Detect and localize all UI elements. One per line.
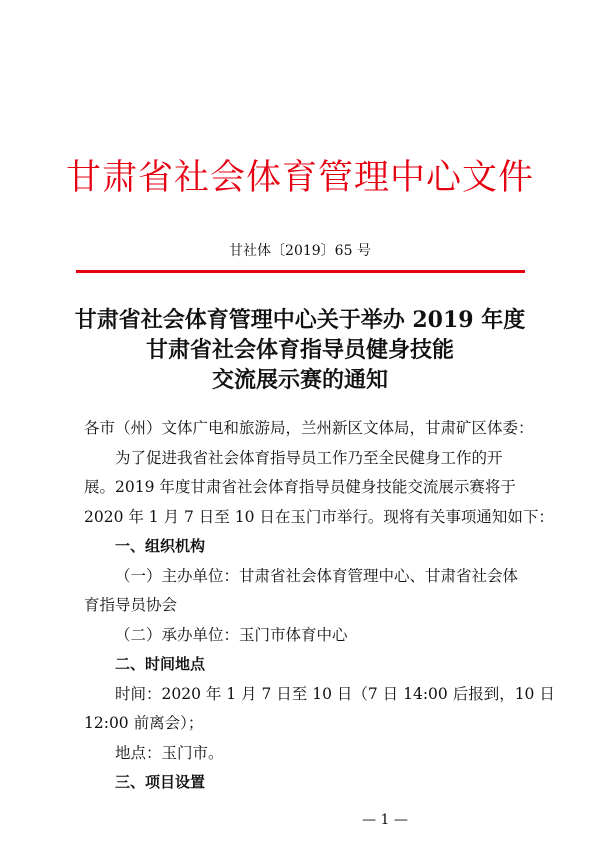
notice-body bbox=[84, 414, 555, 798]
notice-title-line-1: 甘肃省社会体育管理中心关于举办 2019 年度 bbox=[74, 307, 526, 333]
intro-line-1: 为了促进我省社会体育指导员工作乃至全民健身工作的开 bbox=[115, 448, 503, 467]
notice-title-line-3: 交流展示赛的通知 bbox=[211, 367, 388, 393]
document-header-title: 甘肃省社会体育管理中心文件 bbox=[65, 158, 534, 198]
recipients-line: 各市（州）文体广电和旅游局，兰州新区文体局，甘肃矿区体委： bbox=[84, 419, 534, 437]
red-divider-line bbox=[76, 270, 525, 273]
document-number: 甘社体〔2019〕65 号 bbox=[229, 243, 371, 259]
organizer-line-2: 育指导员协会 bbox=[84, 596, 178, 614]
intro-line-3: 2020 年 1 月 7 日至 10 日在玉门市举行。现将有关事项通知如下： bbox=[84, 507, 554, 526]
intro-line-2: 展。2019 年度甘肃省社会体育指导员健身技能交流展示赛将于 bbox=[84, 478, 516, 496]
notice-title-line-2: 甘肃省社会体育指导员健身技能 bbox=[145, 337, 454, 363]
place-line: 地点：玉门市。 bbox=[115, 743, 224, 762]
section-heading-time-place: 二、时间地点 bbox=[115, 655, 206, 673]
host-unit-line: （二）承办单位：玉门市体育中心 bbox=[115, 625, 348, 644]
time-line-1: 时间：2020 年 1 月 7 日至 10 日（7 日 14:00 后报到，10 日 bbox=[115, 684, 555, 703]
section-heading-organization: 一、组织机构 bbox=[115, 537, 206, 555]
organizer-line-1: （一）主办单位：甘肃省社会体育管理中心、甘肃省社会体 bbox=[115, 566, 519, 585]
notice-title bbox=[0, 305, 600, 395]
page-number: — 1 — bbox=[362, 812, 408, 828]
time-line-2: 12:00 前离会）； bbox=[84, 714, 204, 732]
section-heading-events: 三、项目设置 bbox=[115, 773, 206, 791]
